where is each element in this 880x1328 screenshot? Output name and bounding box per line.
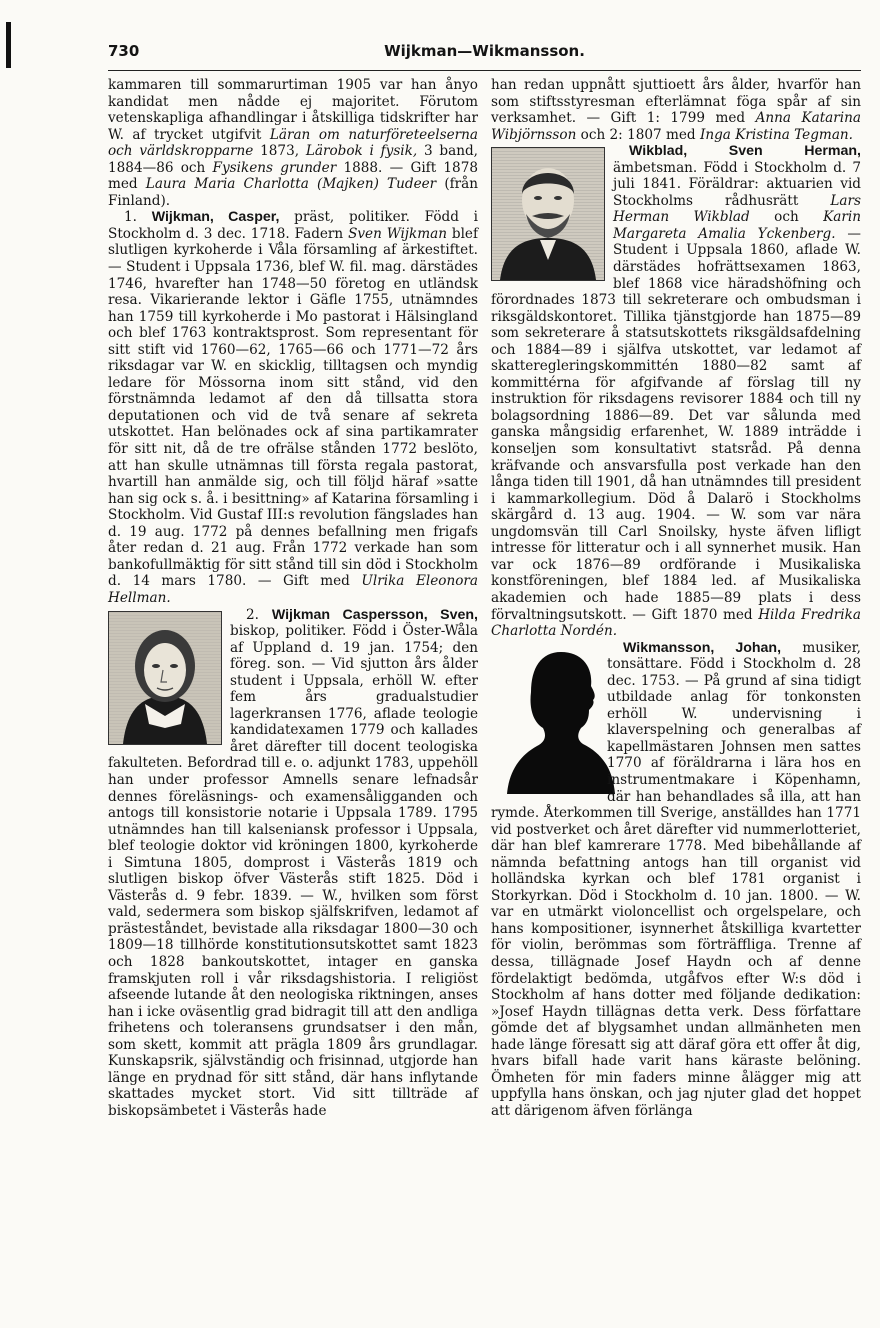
header-rule	[108, 70, 861, 71]
entry-headword: Wijkman, Casper,	[151, 209, 280, 226]
entry-sven-wijkman-caspersson: 2. Wijkman Caspersson, Sven, biskop, politiker. Född i Öster-Wåla af Uppland d. 19 jan. 1754; den föreg. son. — Vid sjutton års ålder student i Uppsala, erhöll W. efter fem års gradualstudier lagerkransen 1776, aflade teologie kandidatexamen 1779 och kallades året därefter till docent teologiska fakulteten. Befordrad till e. o. adjunkt 1783, uppehöll han under professor Amnells senare lefnadsår dennes föreläsnings- och examensåligganden och antogs till konsistorie notarie i Uppsala 1789. 1795 utnämndes han till kalseniansk professor i Uppsala, blef teologie doktor vid kröningen 1800, kyrkoherde i Simtuna 1805, domprost i Västerås 1819 och slutligen biskop öfver Västerås stift 1825. Död i Västerås d. 9 febr. 1839. — W., hvilken som först vald, sedermera som biskop själfskrifven, ledamot af prästeståndet, bevistade alla riksdagar 1800—30 och 1809—18 tillhörde konstitutionsutskottet samt 1823 och 1828 bankoutskottet, intager en ganska framskjuten roll i vår riksdagshistoria. I religiöst afseende lutande åt den neologiska riktningen, anses han i icke oväsentlig grad bidragit till att den andliga frihetens och toleransens grundsatser i den mån, som skett, kommit att prägla 1809 års grundlagar. Kunskapsrik, självständig och frisinnad, utgjorde han länge en prydnad för sitt stånd, där hans inflytande skattades mycket stort. Vid sitt tillträde af biskopsämbetet i Västerås hade	[108, 606, 478, 1119]
margin-marker	[6, 22, 11, 68]
page-header	[108, 42, 861, 68]
left-column	[108, 77, 478, 1119]
entry-johan-wikmansson: Wikmansson, Johan, musiker, tonsättare. Född i Stockholm d. 28 dec. 1753. — På grund af sina tidigt utbildade anlag för tonkonsten erhöll W. undervisning i klaverspelning och generalbas af kapellmästaren Johnsen men sattes 1770 af föräldrarna i lära hos en instrumentmakare i Köpenhamn, där han behandlades så illa, att han rymde. Återkommen till Sverige, anställdes han 1771 vid postverket och året därefter vid nummerlotteriet, där han blef kamrerare 1778. Med bibehållande af nämnda befattning antogs han till organist vid holländska kyrkan och blef 1781 organist i Storkyrkan. Död i Stockholm d. 10 jan. 1800. — W. var en utmärkt violoncellist och orgelspelare, och hans kompositioner, isynnerhet åtskilliga kvartetter för violin, berömmas som förträffliga. Trenne af dessa, tillägnade Josef Haydn och af denne fördelaktigt bedömda, utgåfvos efter W:s död i Stockholm af hans dotter med följande dedikation: »Josef Haydn tillägnas detta verk. Dess författare gömde det af blygsamhet undan allmänheten men hade länge föresatt sig att däraf göra ett offer åt dig, hvars bifall hade varit hans käraste belöning. Ömheten för min faders minne ålägger mig att uppfylla hans önskan, och jag njuter glad det hoppet att därigenom äfven förlänga	[491, 639, 861, 1119]
entry-headword: Wijkman Caspersson, Sven,	[271, 606, 478, 623]
running-title: Wijkman—Wikmansson.	[384, 42, 585, 60]
page-number: 730	[108, 42, 140, 60]
entry-casper-wijkman: 1. Wijkman, Casper, präst, politiker. Född i Stockholm d. 3 dec. 1718. Fadern Sven Wijkman blef slutligen kyrkoherde i Våla församling af ärkestiftet. — Student i Uppsala 1736, blef W. fil. mag. därstädes 1746, hvarefter han 1748—50 företog en utländsk resa. Vikarierande lektor i Gäfle 1755, utnämndes han 1759 till kyrkoherde i Mo pastorat i Hälsingland och blef 1763 kontraktsprost. Som representant för sitt stift vid 1760—62, 1765—66 och 1771—72 års riksdagar var W. en skicklig, tilltagsen och myndig ledare för Mössorna inom sitt stånd, vid den förstnämnda ledamot af den då tillsatta stora deputationen och vid de två senare af sekreta utskottet. Han belönades ock af sina partikamrater för sitt nit, då de tre ofrälse stånden 1772 beslöto, att han skulle utnämnas till första regala pastorat, hvartill han anmälde sig, och till följd häraf »satte han sig ock s. å. i besittning» af Katarina församling i Stockholm. Vid Gustaf III:s revolution fängslades han d. 19 aug. 1772 på dennes befallning men frigafs åter redan d. 21 aug. Från 1772 verkade han som bankofullmäktig för sitt stånd till sin död i Stockholm d. 14 mars 1780. — Gift med Ulrika Eleonora Hellman.	[108, 209, 479, 606]
portrait-wikblad-image	[491, 147, 605, 281]
entry-herman-wikblad: Wikblad, Sven Herman, ämbetsman. Född i Stockholm d. 7 juli 1841. Föräldrar: aktuarien vid Stockholms rådhusrätt Lars Herman Wikblad och Karin Margareta Amalia Yckenberg. — Student i Uppsala 1860, aflade W. därstädes hofrättsexamen 1863, blef 1868 vice häradshöfning och förordnades 1873 till sekreterare och ombudsman i riksgäldskontoret. Tillika tjänstgjorde han 1875—89 som sekreterare å statsutskottets riksgäldsafdelning och 1884—89 i själfva utskottet, var ledamot af skatteregleringskommittén 1880—82 samt af kommittérna för afgifvande af förslag till ny instruktion för riksdagens revisorer 1884 och till ny bolagsordning 1886—89. Det var sålunda med ganska mångsidig erfarenhet, W. 1889 inträdde i konseljen som konsultativt statsråd. På denna kräfvande och ansvarsfulla post verkade han den långa tiden till 1901, då han utnämndes till president i kammarkollegium. Död å Dalarö i Stockholms skärgård d. 13 aug. 1904. — W. som var nära ungdomsvän till Carl Snoilsky, hyste äfven lifligt intresse för litteratur och i all synnerhet musik. Han var ock 1876—89 ordförande i Musikaliska konstföreningen, blef 1884 led. af Musikaliska akademien och hade 1885—89 plats i dess förvaltningsutskott. — Gift 1870 med Hilda Fredrika Charlotta Nordén.	[491, 143, 861, 640]
entry-headword: Wikmansson, Johan,	[623, 639, 782, 656]
entry-continuation: kammaren till sommarurtiman 1905 var han ånyo kandidat men nådde ej majoritet. Förutom vetenskapliga afhandlingar i åtskilliga tidskrifter har W. af trycket utgifvit Läran om naturföreteelserna och världskropparne 1873, Lärobok i fysik, 3 band, 1884—86 och Fysikens grunder 1888. — Gift 1878 med Laura Maria Charlotta (Majken) Tudeer (från Finland).	[108, 77, 479, 209]
entry-headword: Wikblad, Sven Herman,	[629, 143, 861, 160]
right-column	[491, 77, 861, 1119]
entry-continuation-right: han redan uppnått sjuttioett års ålder, hvarför han som stiftsstyresman efterlämnat föga spår af sin verksamhet. — Gift 1: 1799 med Anna Katarina Wibjörnsson och 2: 1807 med Inga Kristina Tegman.	[491, 77, 861, 143]
portrait-bishop-image	[108, 611, 222, 745]
silhouette-wikmansson-image	[491, 644, 599, 794]
